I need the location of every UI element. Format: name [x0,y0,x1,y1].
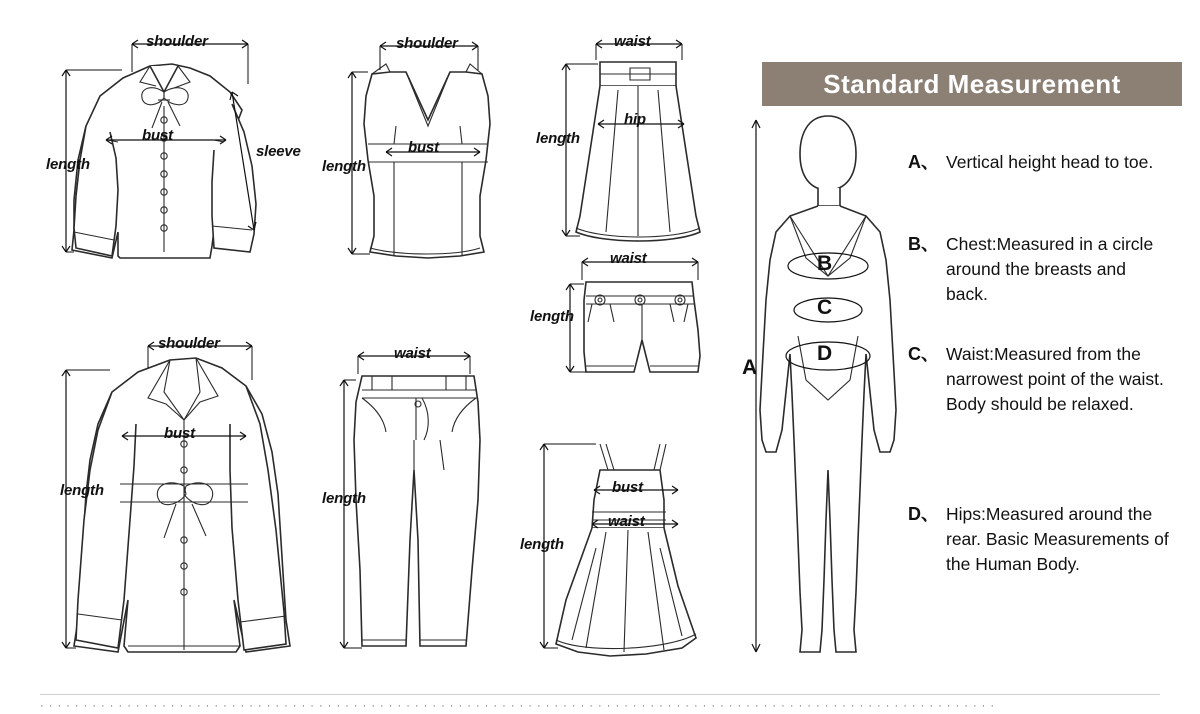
label-coat-length: length [60,482,104,499]
garment-blouse [72,64,256,258]
garment-skirt [576,62,700,241]
note-d-key: D、 [908,504,939,524]
label-skirt-waist: waist [614,33,651,50]
label-dress-waist: waist [608,513,645,530]
banner-title: Standard Measurement [823,68,1121,99]
note-b-key: B、 [908,234,939,254]
figure-point-c: C [817,296,833,319]
figure-point-a: A [742,356,758,379]
garment-coat [74,358,290,652]
note-b [908,232,1170,307]
footer-dots: · · · · · · · · · · · · · · · · · · · · · · · · · · · · · · · · · · · · · · · · · · · · · · · · · · · · · · · · · · · · · · · · · · · · · · · · · · · · · · · · · · · · · · · · · · · · · · · · · · · · · · · · · · · · · · [40,700,996,712]
label-pants-length: length [322,490,366,507]
note-a-text: Vertical height head to toe. [946,152,1154,172]
figure-point-b: B [817,252,833,275]
label-shorts-waist: waist [610,250,647,267]
label-coat-shoulder: shoulder [158,335,220,352]
garment-shorts [584,282,700,372]
label-camisole-shoulder: shoulder [396,35,458,52]
note-a [908,150,1170,175]
note-b-text: Chest:Measured in a circle around the breasts and back. [946,234,1154,304]
label-dress-bust: bust [612,479,643,496]
standard-measurement-banner [762,62,1182,106]
label-pants-waist: waist [394,345,431,362]
note-c-key: C、 [908,344,939,364]
label-blouse-shoulder: shoulder [146,33,208,50]
garment-dress [556,444,696,656]
label-skirt-hip: hip [624,111,646,128]
garment-camisole [364,64,490,258]
label-shorts-length: length [530,308,574,325]
label-camisole-length: length [322,158,366,175]
note-c-text: Waist:Measured from the narrowest point of the waist. Body should be relaxed. [946,344,1164,414]
note-d [908,502,1170,577]
note-d-text: Hips:Measured around the rear. Basic Measurements of the Human Body. [946,504,1169,574]
human-figure [752,116,896,652]
label-coat-bust: bust [164,425,195,442]
label-dress-length: length [520,536,564,553]
figure-point-d: D [817,342,833,365]
label-blouse-sleeve: sleeve [256,143,301,160]
note-a-key: A、 [908,152,939,172]
label-camisole-bust: bust [408,139,439,156]
label-blouse-bust: bust [142,127,173,144]
label-skirt-length: length [536,130,580,147]
garment-pants [354,376,480,646]
note-c [908,342,1170,417]
footer-divider [40,694,1160,695]
label-blouse-length: length [46,156,90,173]
